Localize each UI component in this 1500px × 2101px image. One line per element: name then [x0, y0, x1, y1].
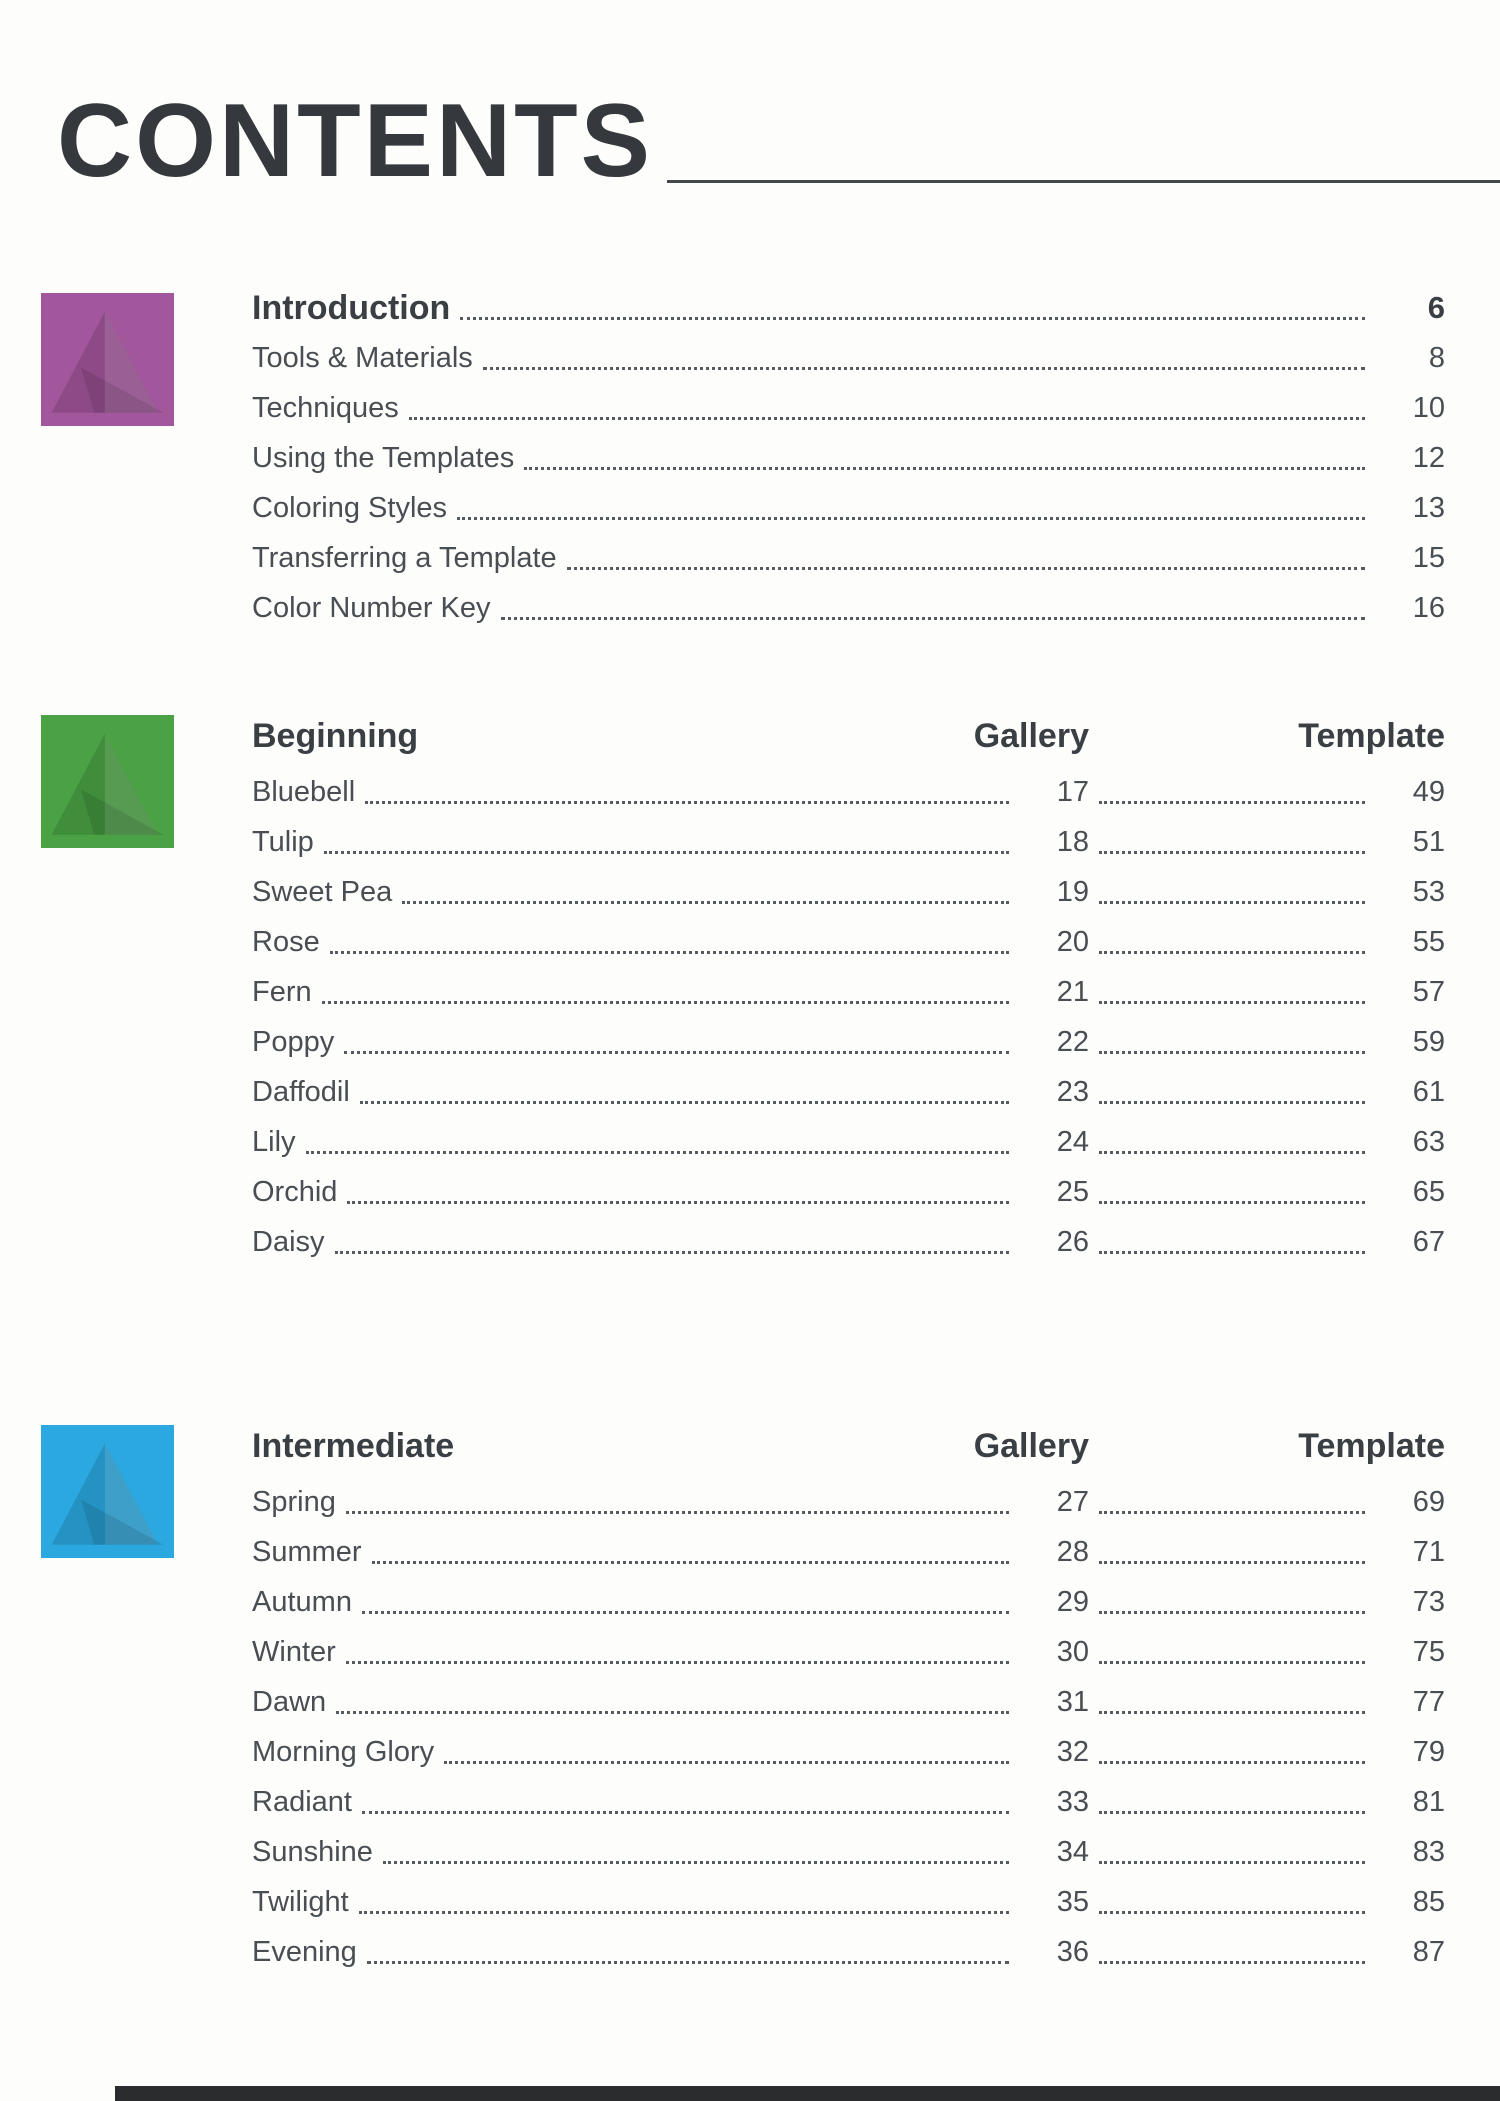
- toc-entry-label: Morning Glory: [252, 1735, 435, 1768]
- dotted-leader: [457, 483, 1365, 520]
- gallery-page-number: 23: [1056, 1075, 1089, 1108]
- dotted-leader: [460, 283, 1365, 320]
- toc-row: [252, 333, 1445, 383]
- dotted-leader: [362, 1777, 1009, 1814]
- template-page-number: 67: [1412, 1225, 1445, 1258]
- toc-row: [252, 1727, 1445, 1777]
- toc-entry-label: Color Number Key: [252, 591, 491, 624]
- toc-entry-label: Twilight: [252, 1885, 349, 1918]
- toc-row: [252, 867, 1445, 917]
- triangle-logo: [41, 293, 174, 426]
- template-page-number: 63: [1412, 1125, 1445, 1158]
- dotted-leader: [524, 433, 1365, 470]
- toc-entry-label: Radiant: [252, 1785, 352, 1818]
- toc-entry-label: Sweet Pea: [252, 875, 393, 908]
- gallery-page-number: 33: [1056, 1785, 1089, 1818]
- toc-entry-label: Bluebell: [252, 775, 356, 808]
- gallery-page-number: 22: [1056, 1025, 1089, 1058]
- gallery-page-number: 20: [1056, 925, 1089, 958]
- dotted-leader: [1099, 917, 1365, 954]
- page-number: 6: [1427, 289, 1445, 325]
- toc-row: [252, 1777, 1445, 1827]
- dotted-leader: [1099, 1217, 1365, 1254]
- template-page-number: 81: [1412, 1785, 1445, 1818]
- toc-entry-label: Evening: [252, 1935, 357, 1968]
- section-beginning: [41, 705, 1445, 1267]
- toc-row: [252, 433, 1445, 483]
- gallery-page-number: 26: [1056, 1225, 1089, 1258]
- template-page-number: 71: [1412, 1535, 1445, 1568]
- gallery-page-number: 34: [1056, 1835, 1089, 1868]
- toc-entry-label: Transferring a Template: [252, 541, 557, 574]
- template-page-number: 61: [1412, 1075, 1445, 1108]
- dotted-leader: [1099, 1577, 1365, 1614]
- dotted-leader: [1099, 1677, 1365, 1714]
- toc-row: [252, 767, 1445, 817]
- toc-row: [252, 967, 1445, 1017]
- template-page-number: 53: [1412, 875, 1445, 908]
- dotted-leader: [1099, 867, 1365, 904]
- dotted-leader: [1099, 1777, 1365, 1814]
- toc-entry-label: Orchid: [252, 1175, 338, 1208]
- page-number: 8: [1428, 341, 1445, 374]
- section-introduction: [41, 283, 1445, 633]
- dotted-leader: [1099, 1727, 1365, 1764]
- dotted-leader: [1099, 1117, 1365, 1154]
- toc-entry-label: Spring: [252, 1485, 336, 1518]
- section-entries-beginning: [252, 705, 1445, 1267]
- toc-row: [252, 917, 1445, 967]
- template-page-number: 51: [1412, 825, 1445, 858]
- section-heading: Introduction: [252, 288, 451, 327]
- page-title: CONTENTS: [57, 83, 653, 199]
- toc-entry-label: Tulip: [252, 825, 314, 858]
- toc-row: [252, 583, 1445, 633]
- template-page-number: 59: [1412, 1025, 1445, 1058]
- toc-entry-label: Fern: [252, 975, 312, 1008]
- toc-entry-label: Poppy: [252, 1025, 335, 1058]
- toc-row: [252, 1577, 1445, 1627]
- toc-entry-label: Autumn: [252, 1585, 352, 1618]
- template-page-number: 77: [1412, 1685, 1445, 1718]
- gallery-page-number: 21: [1056, 975, 1089, 1008]
- dotted-leader: [483, 333, 1365, 370]
- toc-row: [252, 1827, 1445, 1877]
- toc-entry-label: Dawn: [252, 1685, 327, 1718]
- column-headers: [973, 1415, 1445, 1477]
- gallery-column-header: Gallery: [973, 1426, 1089, 1465]
- dotted-leader: [346, 1477, 1009, 1514]
- page-number: 15: [1412, 541, 1445, 574]
- dotted-leader: [1099, 1527, 1365, 1564]
- title-row: [41, 83, 1445, 199]
- section-icon-beginning: [41, 715, 174, 848]
- template-page-number: 69: [1412, 1485, 1445, 1518]
- section-icon-introduction: [41, 293, 174, 426]
- dotted-leader: [335, 1217, 1009, 1254]
- dotted-leader: [322, 967, 1009, 1004]
- template-page-number: 83: [1412, 1835, 1445, 1868]
- dotted-leader: [346, 1627, 1009, 1664]
- dotted-leader: [444, 1727, 1009, 1764]
- dotted-leader: [402, 867, 1009, 904]
- dotted-leader: [409, 383, 1365, 420]
- dotted-leader: [1099, 1627, 1365, 1664]
- dotted-leader: [365, 767, 1009, 804]
- toc-row: [252, 1167, 1445, 1217]
- toc-row: [252, 1217, 1445, 1267]
- page-number: 10: [1412, 391, 1445, 424]
- page-number: 13: [1412, 491, 1445, 524]
- dotted-leader: [1099, 1927, 1365, 1964]
- toc-entry-label: Sunshine: [252, 1835, 373, 1868]
- toc-row: [252, 483, 1445, 533]
- dotted-leader: [501, 583, 1365, 620]
- toc-entry-label: Daffodil: [252, 1075, 350, 1108]
- triangle-logo: [41, 1425, 174, 1558]
- gallery-page-number: 35: [1056, 1885, 1089, 1918]
- template-page-number: 79: [1412, 1735, 1445, 1768]
- toc-entry-label: Tools & Materials: [252, 341, 473, 374]
- dotted-leader: [336, 1677, 1009, 1714]
- section-heading: Intermediate: [252, 1426, 455, 1465]
- template-column-header: Template: [1298, 1426, 1445, 1465]
- header-rule: [667, 180, 1500, 183]
- gallery-page-number: 28: [1056, 1535, 1089, 1568]
- toc-row: [252, 1067, 1445, 1117]
- toc-row: [252, 1877, 1445, 1927]
- template-page-number: 49: [1412, 775, 1445, 808]
- dotted-leader: [1099, 1877, 1365, 1914]
- gallery-page-number: 30: [1056, 1635, 1089, 1668]
- template-column-header: Template: [1298, 716, 1445, 755]
- toc-entry-label: Techniques: [252, 391, 399, 424]
- toc-entry-label: Rose: [252, 925, 320, 958]
- dotted-leader: [344, 1017, 1009, 1054]
- toc-row: [252, 1927, 1445, 1977]
- dotted-leader: [347, 1167, 1009, 1204]
- gallery-page-number: 36: [1056, 1935, 1089, 1968]
- dotted-leader: [1099, 1477, 1365, 1514]
- dotted-leader: [1099, 767, 1365, 804]
- toc-row: [252, 383, 1445, 433]
- dotted-leader: [330, 917, 1009, 954]
- dotted-leader: [324, 817, 1009, 854]
- gallery-page-number: 29: [1056, 1585, 1089, 1618]
- toc-sections: [41, 283, 1445, 1977]
- page-number: 16: [1412, 591, 1445, 624]
- toc-entry-label: Coloring Styles: [252, 491, 448, 524]
- page-number: 12: [1412, 441, 1445, 474]
- gallery-page-number: 25: [1056, 1175, 1089, 1208]
- gallery-page-number: 31: [1056, 1685, 1089, 1718]
- toc-row: [252, 1677, 1445, 1727]
- section-heading-row: [252, 283, 1445, 333]
- dotted-leader: [383, 1827, 1009, 1864]
- dotted-leader: [1099, 967, 1365, 1004]
- toc-row: [252, 817, 1445, 867]
- dotted-leader: [1099, 1167, 1365, 1204]
- scan-edge-bottom: [115, 2086, 1500, 2101]
- gallery-page-number: 32: [1056, 1735, 1089, 1768]
- template-page-number: 65: [1412, 1175, 1445, 1208]
- section-heading: Beginning: [252, 716, 419, 755]
- gallery-page-number: 17: [1056, 775, 1089, 808]
- template-page-number: 73: [1412, 1585, 1445, 1618]
- toc-row: [252, 533, 1445, 583]
- section-heading-row: [252, 1415, 1445, 1477]
- section-intermediate: [41, 1415, 1445, 1977]
- section-icon-intermediate: [41, 1425, 174, 1558]
- toc-row: [252, 1527, 1445, 1577]
- dotted-leader: [359, 1877, 1009, 1914]
- toc-entry-label: Summer: [252, 1535, 362, 1568]
- toc-entry-label: Winter: [252, 1635, 336, 1668]
- dotted-leader: [360, 1067, 1009, 1104]
- template-page-number: 75: [1412, 1635, 1445, 1668]
- gallery-page-number: 24: [1056, 1125, 1089, 1158]
- toc-entry-label: Daisy: [252, 1225, 325, 1258]
- dotted-leader: [362, 1577, 1009, 1614]
- toc-row: [252, 1017, 1445, 1067]
- dotted-leader: [1099, 817, 1365, 854]
- section-heading-row: [252, 705, 1445, 767]
- template-page-number: 87: [1412, 1935, 1445, 1968]
- dotted-leader: [1099, 1827, 1365, 1864]
- column-headers: [973, 705, 1445, 767]
- toc-row: [252, 1627, 1445, 1677]
- template-page-number: 57: [1412, 975, 1445, 1008]
- toc-row: [252, 1117, 1445, 1167]
- template-page-number: 55: [1412, 925, 1445, 958]
- toc-row: [252, 1477, 1445, 1527]
- dotted-leader: [1099, 1067, 1365, 1104]
- toc-entry-label: Using the Templates: [252, 441, 515, 474]
- gallery-column-header: Gallery: [973, 716, 1089, 755]
- section-entries-intermediate: [252, 1415, 1445, 1977]
- triangle-logo: [41, 715, 174, 848]
- dotted-leader: [306, 1117, 1009, 1154]
- dotted-leader: [1099, 1017, 1365, 1054]
- toc-entry-label: Lily: [252, 1125, 296, 1158]
- template-page-number: 85: [1412, 1885, 1445, 1918]
- section-entries-introduction: [252, 283, 1445, 633]
- dotted-leader: [567, 533, 1365, 570]
- dotted-leader: [367, 1927, 1009, 1964]
- gallery-page-number: 19: [1056, 875, 1089, 908]
- gallery-page-number: 18: [1056, 825, 1089, 858]
- gallery-page-number: 27: [1056, 1485, 1089, 1518]
- dotted-leader: [372, 1527, 1009, 1564]
